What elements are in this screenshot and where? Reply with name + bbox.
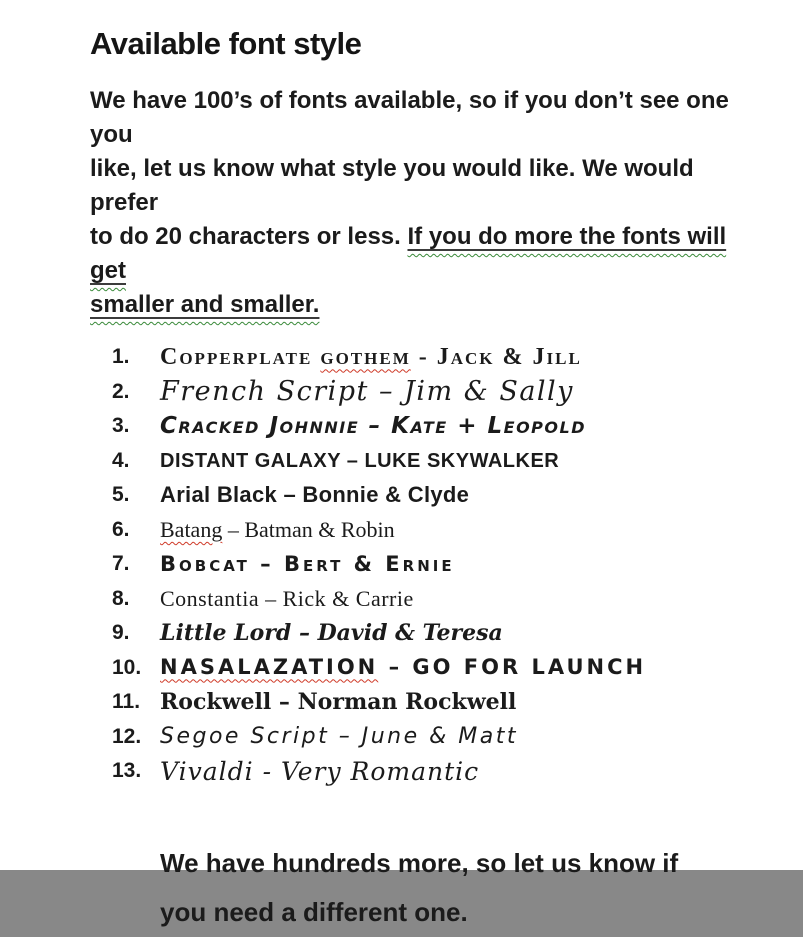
list-item [112,651,803,686]
list-item-number: 4. [112,448,130,472]
intro-line [90,288,743,322]
footer-line: We have hundreds more, so let us know if [160,847,679,878]
list-item-number: 5. [112,483,130,507]
misspelled-word: gothem [320,344,411,371]
list-item [112,685,803,720]
font-sample-text [160,620,503,647]
sample-text-part: Rockwell – Norman Rockwell [160,689,517,716]
list-item-number: 7. [112,552,130,576]
list-item-number: 13. [112,759,142,783]
font-sample-text [160,412,586,439]
intro-paragraph [90,84,743,322]
page-title: Available font style [90,26,362,61]
font-sample-text [160,756,480,786]
sample-text-part: Copperplate [160,344,321,371]
list-item-number: 6. [112,517,130,541]
font-sample-text [160,484,469,506]
list-item [112,444,803,479]
list-item-number: 9. [112,621,130,645]
sample-text-part: – GO FOR LAUNCH [378,655,647,680]
grammar-underline [90,223,726,284]
misspelled-word: Batang [160,516,223,542]
sample-text-part: - Jack & Jill [410,344,582,371]
sample-text-part: Vivaldi - Very Romantic [160,756,480,786]
grammar-underline [90,291,319,318]
list-item [112,375,803,410]
sample-text-part: Cracked Johnnie – Kate + Leopold [160,412,586,439]
font-sample-text [160,723,519,749]
list-item-number: 1. [112,345,130,369]
list-item-number: 2. [112,379,130,403]
font-sample-text [160,451,559,471]
sample-text-part: Constantia – Rick & Carrie [160,585,414,611]
sample-text-part: French Script – Jim & Sally [160,376,574,408]
list-item [112,754,803,789]
list-item [112,616,803,651]
list-item-number: 10. [112,655,142,679]
list-item-number: 11. [112,690,141,714]
list-item [112,547,803,582]
intro-line: like, let us know what style you would like. We would prefer [90,155,694,216]
footer-paragraph [160,839,803,937]
intro-line: to do 20 characters or less. If you do more the fonts will get [90,223,727,284]
font-sample-text [160,657,646,678]
grammar-underline-text: If you do more the fonts will get [90,223,727,284]
footer-line: you need a different one. [160,896,468,927]
font-sample-text [160,689,517,716]
font-sample-text [160,345,582,369]
list-item [112,720,803,755]
list-item [112,340,803,375]
font-sample-text [160,551,455,576]
sample-text-part: – Batman & Robin [222,516,395,542]
list-item [112,582,803,617]
list-item-number: 3. [112,414,130,438]
sample-text-part: Bobcat – Bert & Ernie [160,551,455,576]
font-sample-text [160,516,395,542]
sample-text-part: Segoe Script – June & Matt [160,723,519,749]
font-list [112,340,803,789]
sample-text-part: Little Lord – David & Teresa [160,620,503,647]
misspelled-word: NASALAZATION [160,655,379,680]
font-sample-text [160,376,574,408]
list-item [112,513,803,548]
font-sample-text [160,585,414,611]
sample-text-part: DISTANT GALAXY – LUKE SKYWALKER [160,449,560,472]
intro-line: We have 100’s of fonts available, so if you don’t see one you [90,87,729,148]
grammar-underline-text: smaller and smaller. [90,291,320,318]
list-item-number: 12. [112,724,142,748]
list-item [112,409,803,444]
sample-text-part: Arial Black – Bonnie & Clyde [160,482,470,508]
list-item [112,478,803,513]
list-item-number: 8. [112,586,130,610]
